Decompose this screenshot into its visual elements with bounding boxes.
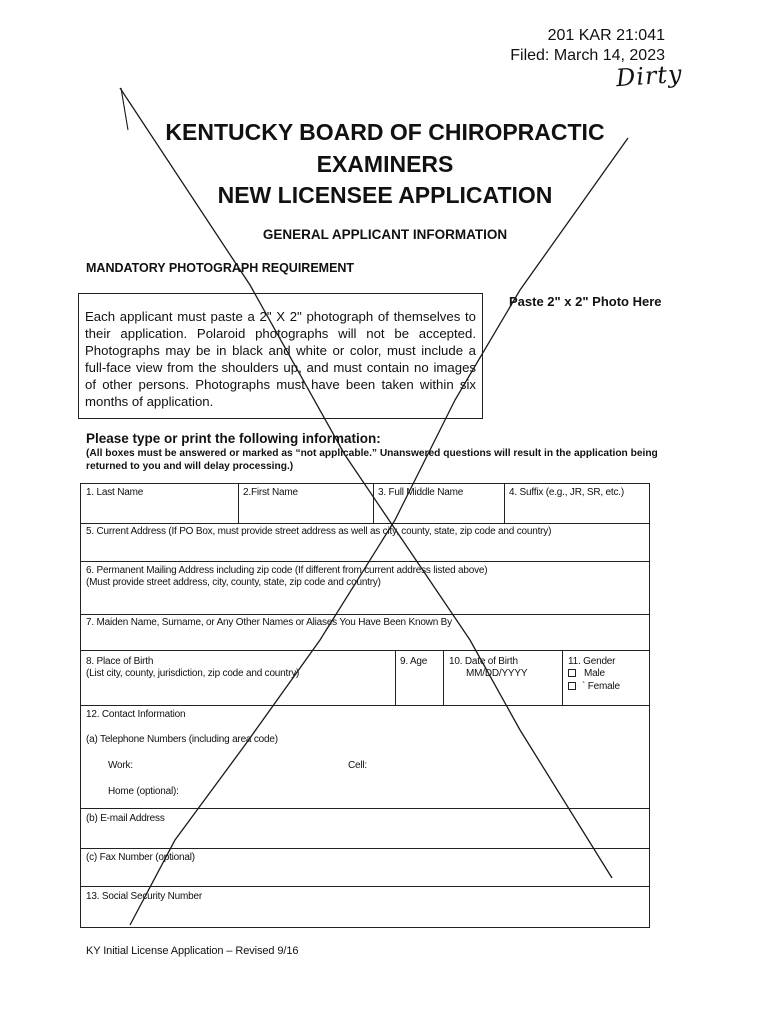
place-of-birth-note: (List city, county, jurisdiction, zip code and country) — [86, 668, 300, 679]
row-divider — [81, 614, 649, 615]
col-divider — [562, 650, 563, 705]
regulation-number: 201 KAR 21:041 — [547, 27, 665, 44]
filed-date: Filed: March 14, 2023 — [510, 47, 665, 64]
cell-phone-field[interactable]: Cell: — [348, 760, 368, 771]
work-phone-field[interactable]: Work: — [108, 760, 133, 771]
instructions-note: (All boxes must be answered or marked as “not applicable.” Unanswered questions will result in the application being returned to you and will delay processing.) — [86, 448, 658, 472]
col-divider — [373, 484, 374, 523]
col-divider — [395, 650, 396, 705]
photo-requirement-box — [78, 293, 483, 419]
telephone-heading: (a) Telephone Numbers (including area code) — [86, 734, 278, 745]
photo-requirement-text: Each applicant must paste a 2" X 2" photograph of themselves to their application. Polaroid photographs will not be accepted. Photographs may be in black and white or color, must include a full-face view from the shoulders up, and must contain no images of other persons. Photographs must have been taken within six months of application. — [85, 309, 476, 409]
photo-requirement-heading: MANDATORY PHOTOGRAPH REQUIREMENT — [86, 261, 355, 275]
date-of-birth-field[interactable]: 10. Date of Birth — [449, 656, 518, 667]
gender-female-option[interactable] — [568, 681, 620, 694]
section-subtitle: GENERAL APPLICANT INFORMATION — [262, 227, 508, 242]
fax-field[interactable]: (c) Fax Number (optional) — [86, 852, 195, 863]
photo-paste-area[interactable]: Paste 2" x 2" Photo Here — [509, 294, 662, 309]
home-phone-field[interactable]: Home (optional): — [108, 786, 179, 797]
current-address-field[interactable]: 5. Current Address (If PO Box, must provide street address as well as city, county, state, zip code and country) — [86, 526, 552, 537]
gender-female-label: ` Female — [582, 681, 620, 692]
title-line-2: EXAMINERS — [316, 151, 454, 177]
gender-label: 11. Gender — [568, 656, 616, 667]
row-divider — [81, 848, 649, 849]
col-divider — [504, 484, 505, 523]
other-names-field[interactable]: 7. Maiden Name, Surname, or Any Other Names or Aliases You Have Been Known By — [86, 617, 452, 628]
mailing-address-field[interactable]: 6. Permanent Mailing Address including zip code (If different from current address listed above) — [86, 565, 488, 576]
contact-info-heading: 12. Contact Information — [86, 709, 186, 720]
handwritten-note: Dirty — [615, 59, 684, 93]
age-field[interactable]: 9. Age — [400, 656, 428, 667]
title-line-1: KENTUCKY BOARD OF CHIROPRACTIC — [165, 119, 605, 145]
middle-name-field[interactable]: 3. Full Middle Name — [378, 487, 464, 498]
male-checkbox-icon[interactable] — [568, 669, 576, 677]
footer-revision: KY Initial License Application – Revised 9/16 — [86, 945, 299, 957]
place-of-birth-field[interactable]: 8. Place of Birth — [86, 656, 154, 667]
instructions-heading: Please type or print the following information: — [86, 431, 381, 446]
row-divider — [81, 886, 649, 887]
date-of-birth-format: MM/DD/YYYY — [466, 668, 528, 679]
title-line-3: NEW LICENSEE APPLICATION — [217, 182, 553, 208]
last-name-field[interactable]: 1. Last Name — [86, 487, 144, 498]
email-field[interactable]: (b) E-mail Address — [86, 813, 165, 824]
suffix-field[interactable]: 4. Suffix (e.g., JR, SR, etc.) — [509, 487, 624, 498]
row-divider — [81, 705, 649, 706]
row-divider — [81, 561, 649, 562]
col-divider — [238, 484, 239, 523]
female-checkbox-icon[interactable] — [568, 682, 576, 690]
ssn-field[interactable]: 13. Social Security Number — [86, 891, 202, 902]
applicant-form — [80, 483, 650, 928]
gender-male-option[interactable] — [568, 668, 605, 681]
first-name-field[interactable]: 2.First Name — [243, 487, 298, 498]
row-divider — [81, 650, 649, 651]
col-divider — [443, 650, 444, 705]
gender-male-label: Male — [584, 668, 605, 679]
row-divider — [81, 523, 649, 524]
row-divider — [81, 808, 649, 809]
mailing-address-note: (Must provide street address, city, county, state, zip code and country) — [86, 577, 381, 588]
